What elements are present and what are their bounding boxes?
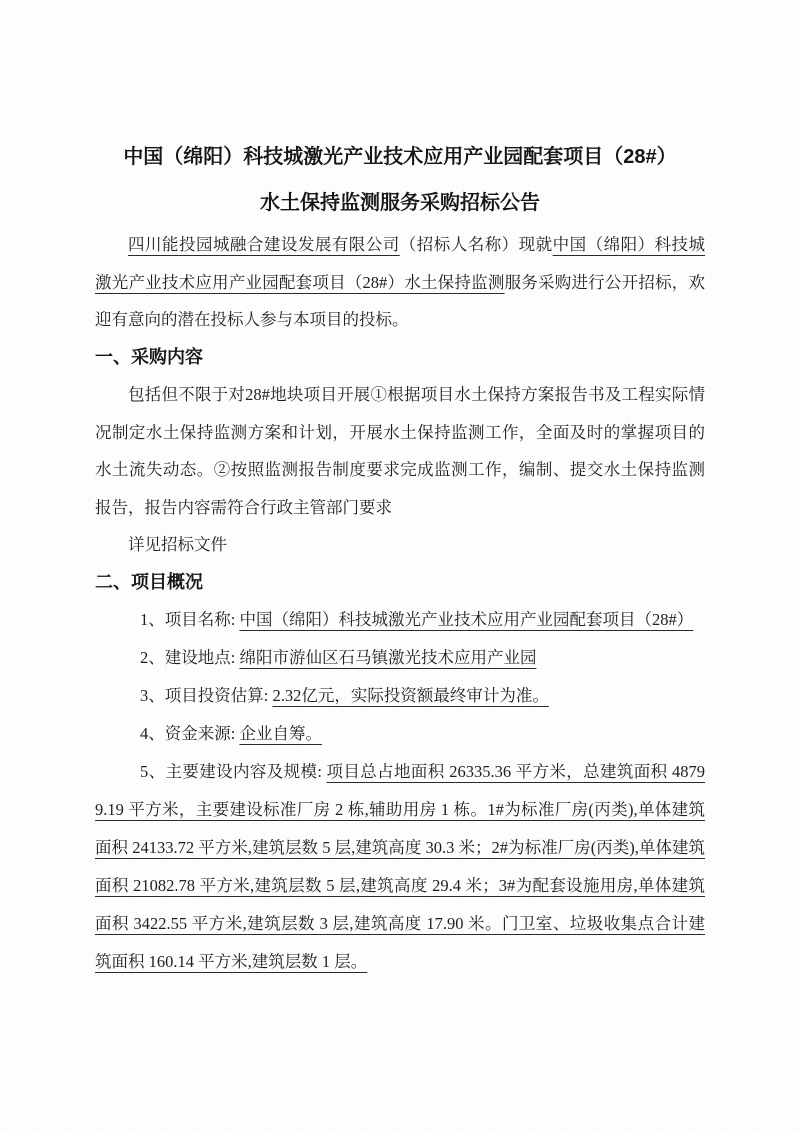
item-label: 4、资金来源: (140, 724, 240, 743)
project-item-name (95, 601, 705, 639)
title-line-2: 水土保持监测服务采购招标公告 (260, 192, 540, 214)
item-label: 1、项目名称: (140, 610, 240, 629)
intro-paragraph (95, 226, 705, 339)
section-1-heading: 一、采购内容 (95, 346, 203, 367)
section-2-heading: 二、项目概况 (95, 571, 203, 592)
item-value: 2.32亿元，实际投资额最终审计为准。 (272, 686, 549, 705)
item-label: 2、建设地点: (140, 648, 240, 667)
item-value: 中国（绵阳）科技城激光产业技术应用产业园配套项目（28#） (239, 610, 694, 629)
project-item-funding (95, 715, 705, 753)
bidder-name: 四川能投园城融合建设发展有限公司 (128, 235, 400, 254)
intro-connector: （招标人名称）现就 (399, 235, 553, 254)
project-item-investment (95, 677, 705, 715)
item-value: 项目总占地面积 26335.36 平方米，总建筑面积 48799.19 平方米，主要建设标准厂房 2 栋,辅助用房 1 栋。1#为标准厂房(丙类),单体建筑面积 24133.72 平方米,建筑层数 5 层,建筑高度 30.3 米；2#为标准厂房(丙类),单体建筑面积 21082.78 平方米,建筑层数 5 层,建筑高度 29.4 米；3#为配套设施用房,单体建筑面积 3422.55 平方米,建筑层数 3 层,建筑高度 17.90 米。门卫室、垃圾收集点合计建筑面积 160.14 平方米,建筑层数 1 层。 (95, 762, 706, 971)
procurement-content-paragraph: 包括但不限于对28#地块项目开展①根据项目水土保持方案报告书及工程实际情况制定水土保持监测方案和计划，开展水土保持监测工作，全面及时的掌握项目的水土流失动态。②按照监测报告制度要求完成监测工作，编制、提交水土保持监测报告，报告内容需符合行政主管部门要求 (95, 385, 705, 517)
title-line-1: 中国（绵阳）科技城激光产业技术应用产业园配套项目（28#） (123, 146, 677, 168)
project-item-location (95, 639, 705, 677)
see-tender-document-note: 详见招标文件 (128, 535, 227, 554)
project-item-scale (95, 753, 705, 981)
document-title (95, 134, 705, 226)
item-value: 企业自筹。 (239, 724, 322, 743)
project-name-inline: 中国（绵阳）科技城激光产业技术应用产业园配套项目（28#）水土保持监测 (95, 235, 706, 292)
item-value: 绵阳市游仙区石马镇激光技术应用产业园 (239, 648, 537, 667)
item-label: 3、项目投资估算: (140, 686, 273, 705)
intro-tail: 服务采购进行公开招标，欢迎有意向的潜在投标人参与本项目的投标。 (95, 272, 706, 329)
item-label: 5、主要建设内容及规模: (140, 762, 327, 781)
